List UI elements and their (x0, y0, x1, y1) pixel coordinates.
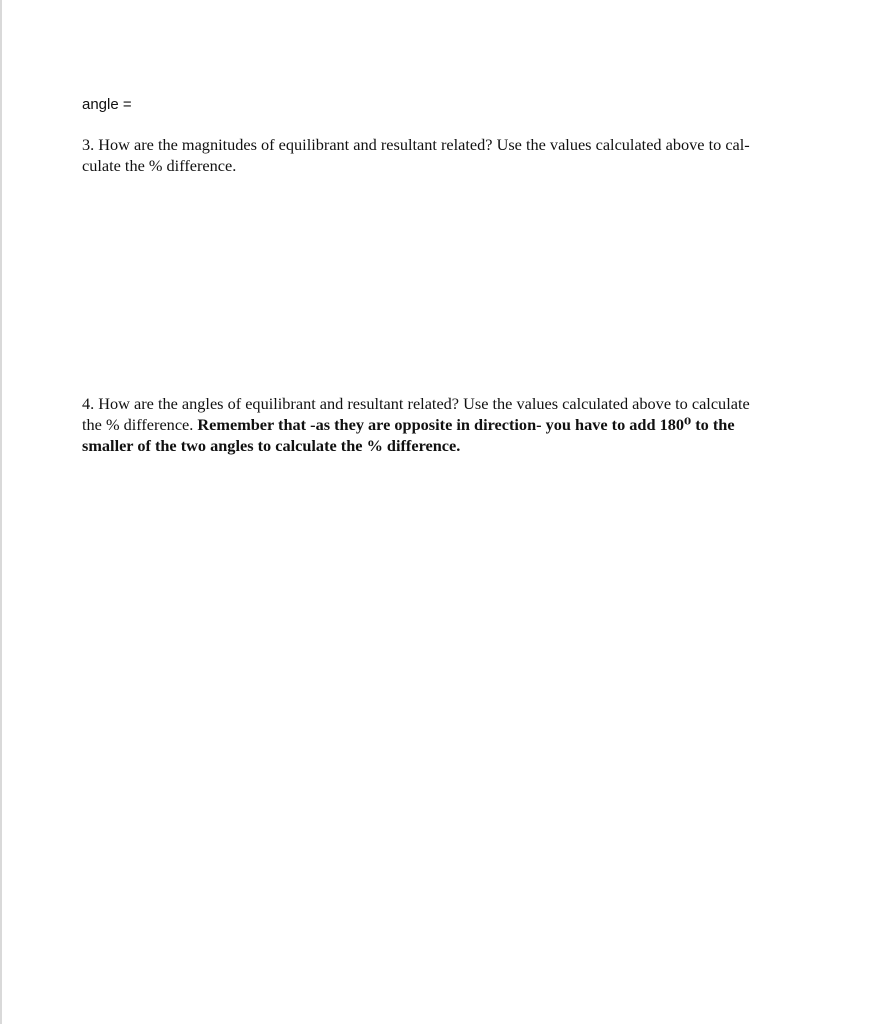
angle-label: angle = (82, 96, 132, 113)
question-4-line-2-regular: the % difference. (82, 415, 198, 434)
question-4-line-1: 4. How are the angles of equilibrant and resultant related? Use the values calculated above to calculate (82, 394, 750, 413)
question-4-line-3-bold: smaller of the two angles to calculate the % difference. (82, 436, 461, 455)
question-3-line-2: culate the % difference. (82, 156, 237, 175)
question-4-line-2-bold: Remember that -as they are opposite in direction- you have to add 180⁰ to the (197, 415, 735, 434)
question-3-line-1: 3. How are the magnitudes of equilibrant and resultant related? Use the values calculated above to cal- (82, 135, 750, 154)
question-3 (82, 134, 812, 176)
page-left-border (0, 0, 2, 1024)
question-4-line-2 (82, 414, 812, 435)
question-4 (82, 393, 812, 456)
